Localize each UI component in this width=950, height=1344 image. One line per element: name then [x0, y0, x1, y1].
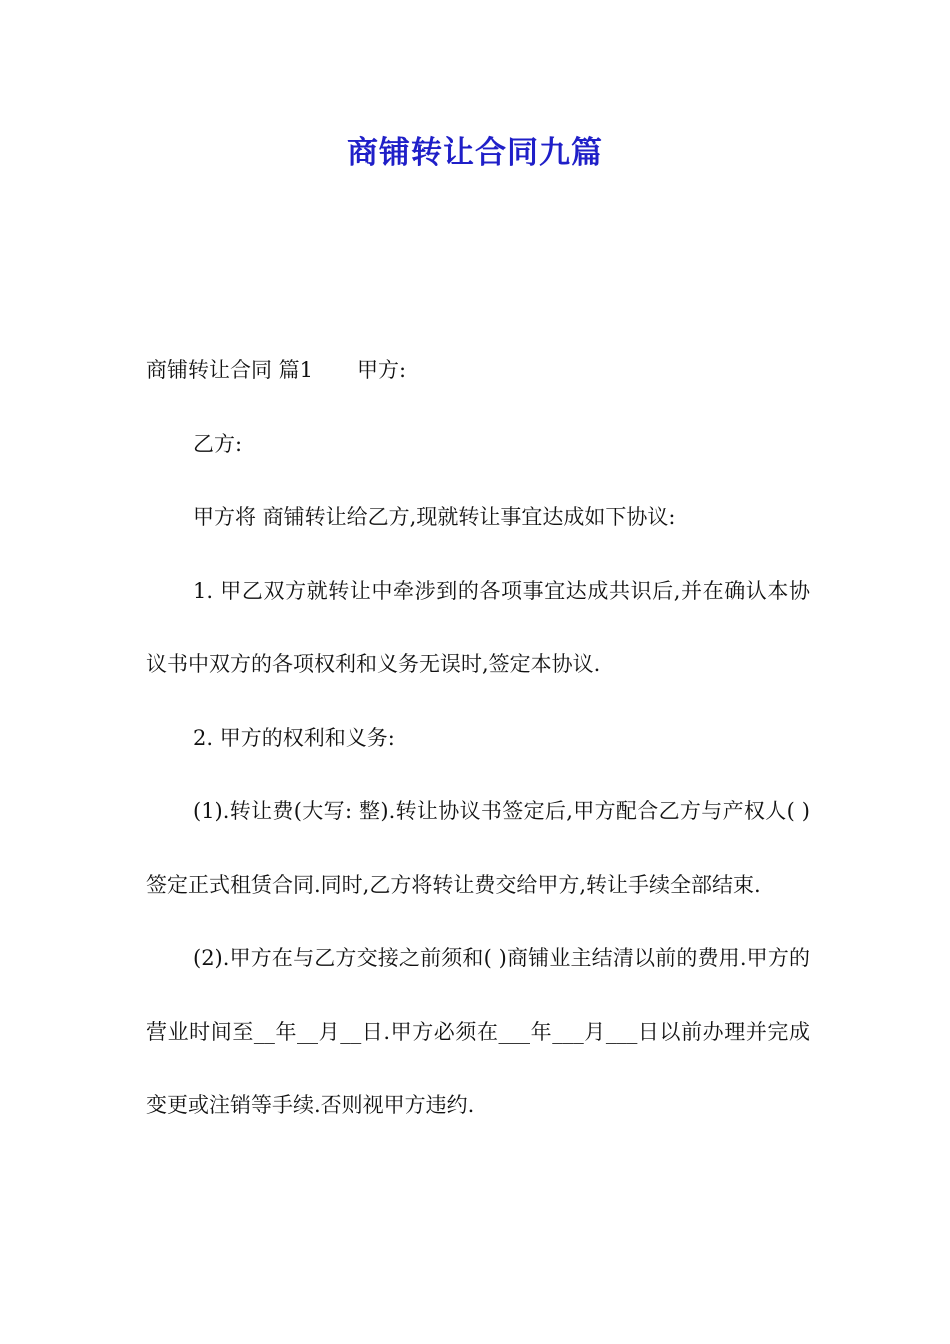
document-title: 商铺转让合同九篇 — [347, 135, 603, 171]
party-a-label: 甲方: — [357, 358, 407, 382]
paragraph-clause-2-1: (1).转让费(大写: 整).转让协议书签定后,甲方配合乙方与产权人( )签定正式租赁合同.同时,乙方将转让费交给甲方,转让手续全部结束. — [146, 799, 810, 897]
document-body — [146, 334, 810, 1143]
paragraph-clause-2: 2. 甲方的权利和义务: — [193, 725, 395, 750]
paragraph-clause-2-2: (2).甲方在与乙方交接之前须和( )商铺业主结清以前的费用.甲方的营业时间至__年__月__日.甲方必须在___年___月___日以前办理并完成变更或注销等手续.否则视甲方违约. — [146, 946, 810, 1117]
paragraph-intro: 甲方将 商铺转让给乙方,现就转让事宜达成如下协议: — [193, 505, 676, 529]
section-heading: 商铺转让合同 篇1 — [146, 358, 314, 382]
section-heading-line — [146, 334, 810, 408]
party-b-label: 乙方: — [193, 431, 243, 456]
paragraph-clause-1: 1. 甲乙双方就转让中牵涉到的各项事宜达成共识后,并在确认本协议书中双方的各项权利和义务无误时,签定本协议. — [146, 578, 810, 676]
